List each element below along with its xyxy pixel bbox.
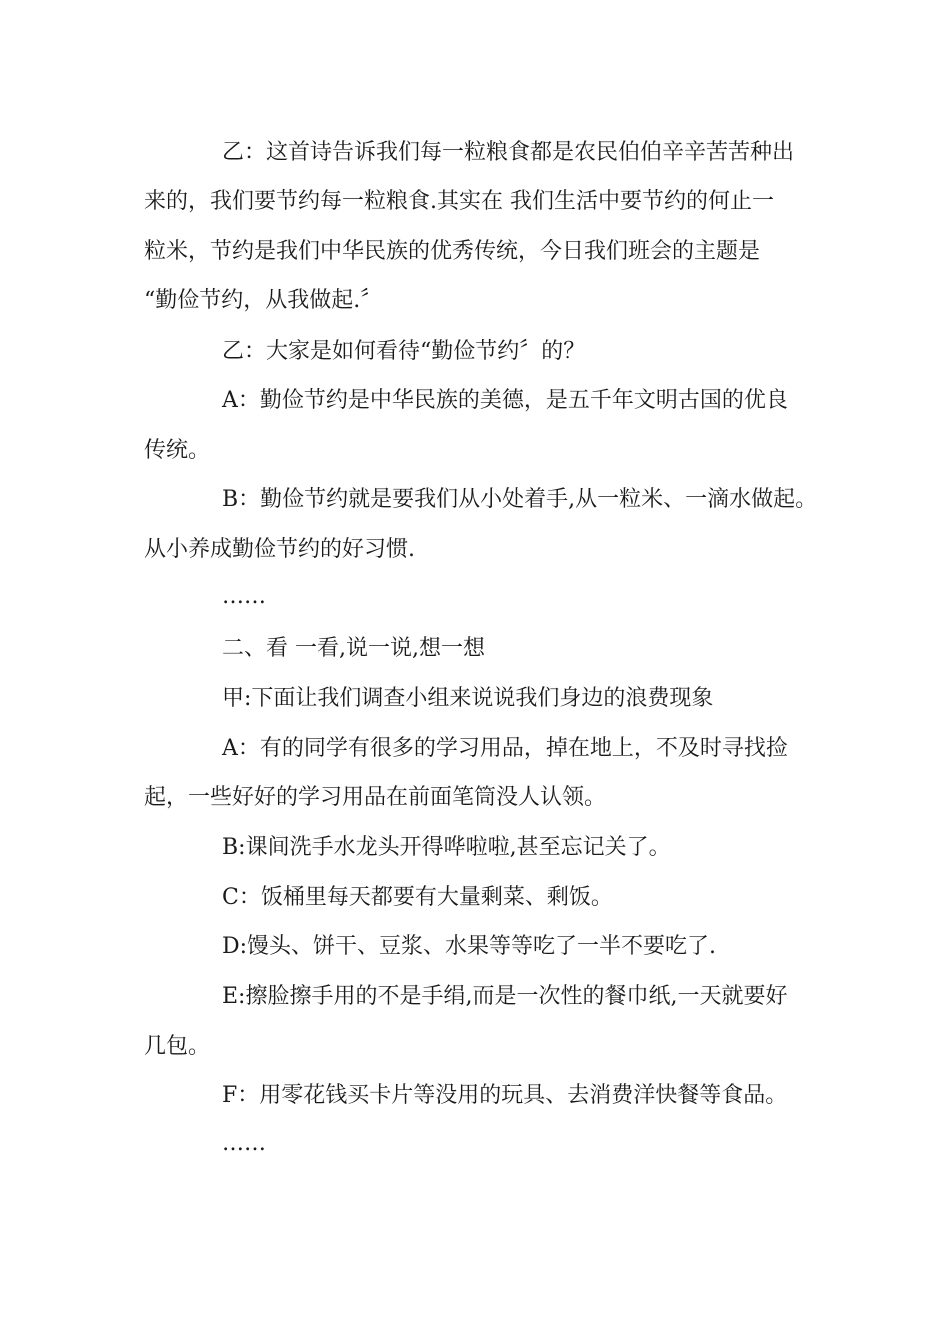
- paragraph-line: 来的，我们要节约每一粒粮食.其实在 我们生活中要节约的何止一: [144, 189, 774, 214]
- paragraph-line: 粒米，节约是我们中华民族的优秀传统，今日我们班会的主题是: [144, 239, 761, 264]
- paragraph-line: “勤俭节约，从我做起.〞: [144, 288, 383, 313]
- paragraph-line: 起，一些好好的学习用品在前面笔筒没人认领。: [144, 785, 607, 810]
- section-heading: 二、看 一看,说一说,想一想: [222, 636, 485, 661]
- paragraph-line: 乙：这首诗告诉我们每一粒粮食都是农民伯伯辛辛苦苦种出: [222, 140, 795, 165]
- paragraph-line: 从小养成勤俭节约的好习惯.: [144, 537, 415, 562]
- paragraph-line: B：勤俭节约就是要我们从小处着手,从一粒米、一滴水做起。: [222, 487, 818, 512]
- ellipsis-line: ……: [222, 1131, 266, 1156]
- paragraph-line: 几包。: [144, 1034, 211, 1059]
- paragraph-line: F：用零花钱买卡片等没用的玩具、去消费洋快餐等食品。: [222, 1083, 788, 1108]
- paragraph-line: 乙：大家是如何看待“勤俭节约〞的？: [222, 339, 586, 364]
- paragraph-line: C：饭桶里每天都要有大量剩菜、剩饭。: [222, 885, 613, 910]
- paragraph-line: A：有的同学有很多的学习用品，掉在地上，不及时寻找捡: [222, 736, 788, 761]
- paragraph-line: 传统。: [144, 438, 211, 463]
- paragraph-line: E:擦脸擦手用的不是手绢,而是一次性的餐巾纸,一天就要好: [222, 984, 788, 1009]
- ellipsis-line: ……: [222, 584, 266, 609]
- paragraph-line: B:课间洗手水龙头开得哗啦啦,甚至忘记关了。: [222, 835, 671, 860]
- paragraph-line: 甲:下面让我们调查小组来说说我们身边的浪费现象: [222, 686, 714, 711]
- paragraph-line: A：勤俭节约是中华民族的美德，是五千年文明古国的优良: [222, 388, 788, 413]
- paragraph-line: D:馒头、饼干、豆浆、水果等等吃了一半不要吃了.: [222, 934, 717, 959]
